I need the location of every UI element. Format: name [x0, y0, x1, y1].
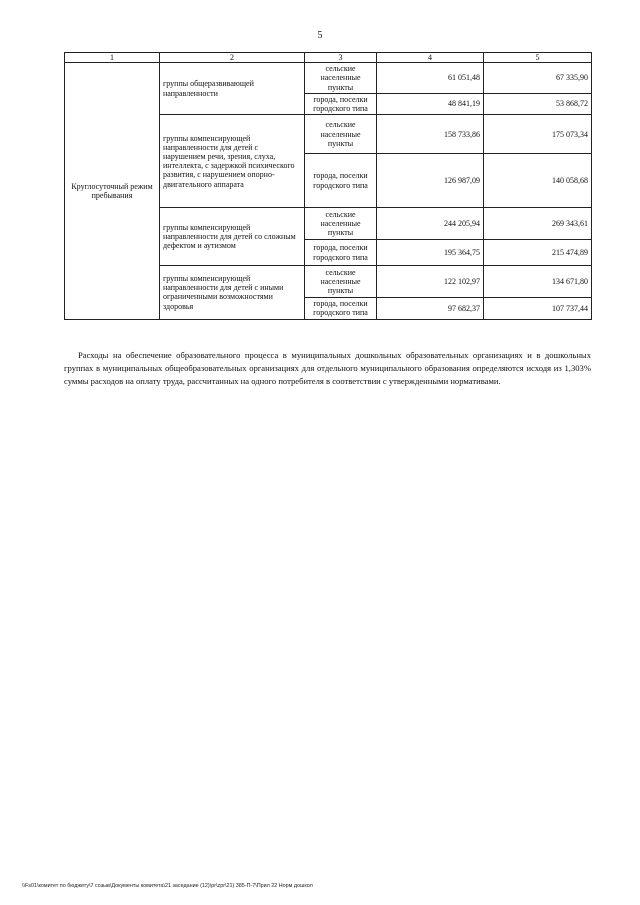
value-cell: 158 733,86	[377, 115, 484, 154]
value-cell: 140 058,68	[484, 154, 592, 208]
cost-norms-table	[64, 52, 592, 320]
value-cell: 67 335,90	[484, 63, 592, 94]
page-number: 5	[317, 30, 323, 41]
group-type-cell: группы компенсирующей направленности для детей с нарушением речи, зрения, слуха, интеллекта, с задержкой психического развития, с нарушением опорно-двигательного аппарата	[160, 115, 305, 208]
column-header: 1	[65, 53, 160, 63]
settlement-type-cell: города, поселки городского типа	[305, 93, 377, 114]
column-number-row	[65, 53, 592, 63]
body-paragraph: Расходы на обеспечение образовательного процесса в муниципальных дошкольных образовательных организациях и в дошкольных группах в муниципальных общеобразовательных организациях для отдельного муниципального образования определяются исходя из 1,303% суммы расходов на оплату труда, рассчитанных на одного потребителя в соответствии с утвержденными нормативами.	[64, 349, 591, 386]
value-cell: 126 987,09	[377, 154, 484, 208]
settlement-type-cell: города, поселки городского типа	[305, 154, 377, 208]
value-cell: 107 737,44	[484, 298, 592, 319]
group-type-cell: группы компенсирующей направленности для детей со сложным дефектом и аутизмом	[160, 208, 305, 266]
value-cell: 61 051,48	[377, 63, 484, 94]
value-cell: 122 102,97	[377, 266, 484, 298]
settlement-type-cell: сельские населенные пункты	[305, 115, 377, 154]
table-row	[65, 63, 592, 94]
column-header: 3	[305, 53, 377, 63]
settlement-type-cell: города, поселки городского типа	[305, 298, 377, 319]
file-path-footer: \\Fs01\комитет по бюджету\7 созыв\Документы комитета\21 заседание (12)\pr\zpr\21) 385-П-7\Прил 22 Норм дошкол	[22, 883, 313, 889]
group-type-cell: группы компенсирующей направленности для детей с иными ограниченными возможностями здоровья	[160, 266, 305, 319]
value-cell: 269 343,61	[484, 208, 592, 240]
value-cell: 134 671,80	[484, 266, 592, 298]
settlement-type-cell: сельские населенные пункты	[305, 208, 377, 240]
value-cell: 175 073,34	[484, 115, 592, 154]
stay-regime-cell: Круглосуточный режим пребывания	[65, 63, 160, 319]
settlement-type-cell: города, поселки городского типа	[305, 240, 377, 266]
column-header: 5	[484, 53, 592, 63]
value-cell: 48 841,19	[377, 93, 484, 114]
value-cell: 244 205,94	[377, 208, 484, 240]
settlement-type-cell: сельские населенные пункты	[305, 266, 377, 298]
group-type-cell: группы общеразвивающей направленности	[160, 63, 305, 115]
value-cell: 97 682,37	[377, 298, 484, 319]
value-cell: 215 474,89	[484, 240, 592, 266]
column-header: 4	[377, 53, 484, 63]
value-cell: 195 364,75	[377, 240, 484, 266]
settlement-type-cell: сельские населенные пункты	[305, 63, 377, 94]
value-cell: 53 868,72	[484, 93, 592, 114]
column-header: 2	[160, 53, 305, 63]
